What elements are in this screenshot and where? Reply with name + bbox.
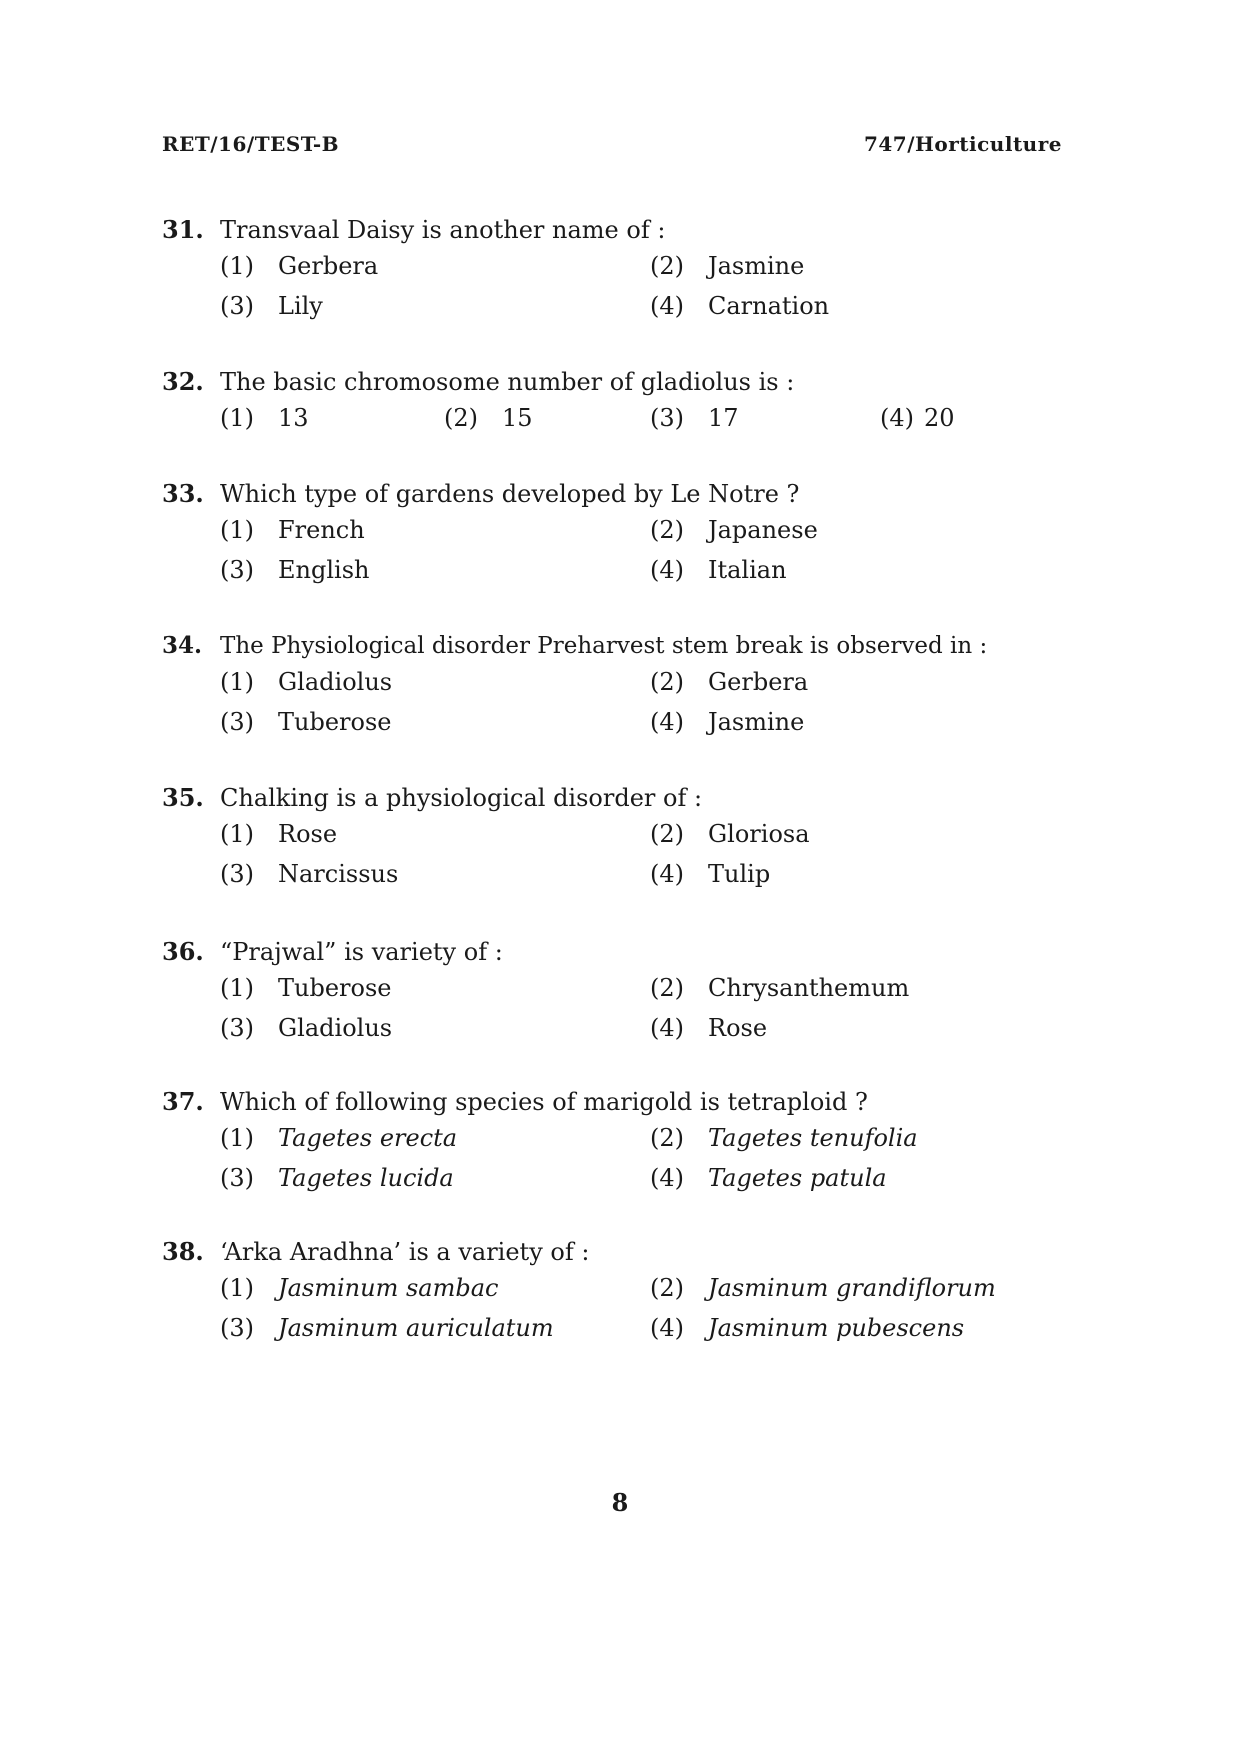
- page-number: 8: [611, 1488, 629, 1517]
- question-text: The Physiological disorder Preharvest stem break is observed in :: [220, 633, 988, 659]
- option-4: [650, 1012, 767, 1044]
- option-number: (4): [650, 860, 684, 888]
- question-text: ‘Arka Aradhna’ is a variety of :: [220, 1238, 590, 1266]
- option-number: (1): [220, 1274, 254, 1302]
- options: [162, 666, 1062, 746]
- option-text: Tuberose: [278, 974, 392, 1002]
- option-text: Jasminum auriculatum: [278, 1314, 554, 1342]
- option-3: [220, 858, 398, 890]
- question-stem: [162, 630, 1062, 662]
- option-number: (3): [220, 708, 254, 736]
- option-3: [220, 1162, 454, 1194]
- question-text: Chalking is a physiological disorder of :: [220, 784, 703, 812]
- option-2: [444, 402, 533, 434]
- option-3: [220, 706, 391, 738]
- option-text: Jasminum sambac: [278, 1274, 499, 1302]
- option-4: [880, 402, 955, 434]
- question-stem: [162, 366, 1062, 398]
- option-3: [220, 1012, 392, 1044]
- option-text: 17: [708, 404, 739, 432]
- option-number: (4): [650, 1014, 684, 1042]
- options: [162, 1272, 1062, 1352]
- question-text: “Prajwal” is variety of :: [220, 938, 503, 966]
- option-1: [220, 666, 392, 698]
- option-4: [650, 706, 804, 738]
- option-number: (3): [220, 556, 254, 584]
- option-3: [650, 402, 739, 434]
- question-text: Transvaal Daisy is another name of :: [220, 216, 666, 244]
- option-number: (1): [220, 1124, 254, 1152]
- option-text: Tagetes lucida: [278, 1164, 454, 1192]
- options: [162, 250, 1062, 330]
- question-stem: [162, 1236, 1062, 1268]
- question-stem: [162, 936, 1062, 968]
- option-text: Narcissus: [278, 860, 399, 888]
- question-35: [162, 782, 1062, 898]
- options: [162, 818, 1062, 898]
- option-text: Rose: [708, 1014, 768, 1042]
- option-number: (4): [650, 708, 684, 736]
- question-number: 38.: [162, 1237, 204, 1266]
- option-1: [220, 1272, 498, 1304]
- option-number: (3): [220, 1164, 254, 1192]
- question-33: [162, 478, 1062, 594]
- header-subject: 747/Horticulture: [863, 132, 1062, 156]
- option-3: [220, 290, 323, 322]
- option-2: [650, 972, 909, 1004]
- option-3: [220, 554, 369, 586]
- option-text: 13: [278, 404, 309, 432]
- question-stem: [162, 214, 1062, 246]
- question-32: [162, 366, 1062, 442]
- option-number: (2): [650, 1124, 684, 1152]
- option-number: (4): [650, 292, 684, 320]
- option-1: [220, 972, 391, 1004]
- option-text: Jasmine: [708, 252, 805, 280]
- option-number: (4): [880, 404, 914, 432]
- option-4: [650, 290, 829, 322]
- option-number: (2): [650, 252, 684, 280]
- option-2: [650, 1272, 996, 1304]
- question-38: [162, 1236, 1062, 1352]
- question-text: Which type of gardens developed by Le Notre ?: [220, 480, 800, 508]
- option-text: Jasmine: [708, 708, 805, 736]
- option-number: (1): [220, 404, 254, 432]
- option-3: [220, 1312, 554, 1344]
- option-text: 15: [502, 404, 533, 432]
- option-number: (3): [220, 860, 254, 888]
- option-number: (1): [220, 252, 254, 280]
- option-number: (2): [444, 404, 478, 432]
- option-text: Rose: [278, 820, 338, 848]
- option-text: Tagetes patula: [708, 1164, 887, 1192]
- option-text: Carnation: [708, 292, 830, 320]
- option-number: (3): [650, 404, 684, 432]
- option-number: (3): [220, 1314, 254, 1342]
- option-text: Japanese: [708, 516, 818, 544]
- option-2: [650, 514, 818, 546]
- question-text: Which of following species of marigold is tetraploid ?: [220, 1088, 868, 1116]
- option-number: (2): [650, 668, 684, 696]
- option-text: Tagetes erecta: [278, 1124, 458, 1152]
- option-text: Tuberose: [278, 708, 392, 736]
- option-number: (3): [220, 292, 254, 320]
- option-number: (2): [650, 974, 684, 1002]
- option-2: [650, 1122, 918, 1154]
- option-number: (1): [220, 516, 254, 544]
- option-text: Gloriosa: [708, 820, 810, 848]
- header-test-code: RET/16/TEST-B: [162, 132, 340, 156]
- option-1: [220, 818, 337, 850]
- question-37: [162, 1086, 1062, 1202]
- question-34: [162, 630, 1062, 746]
- option-number: (4): [650, 1314, 684, 1342]
- question-number: 32.: [162, 367, 204, 396]
- option-number: (4): [650, 556, 684, 584]
- option-number: (1): [220, 820, 254, 848]
- options: [162, 514, 1062, 594]
- question-number: 36.: [162, 937, 204, 966]
- option-number: (2): [650, 516, 684, 544]
- option-text: Gladiolus: [278, 668, 393, 696]
- question-36: [162, 936, 1062, 1052]
- option-text: English: [278, 556, 370, 584]
- question-stem: [162, 782, 1062, 814]
- option-number: (4): [650, 1164, 684, 1192]
- option-text: 20: [924, 404, 955, 432]
- option-text: Tulip: [708, 860, 771, 888]
- option-2: [650, 250, 804, 282]
- option-text: Chrysanthemum: [708, 974, 910, 1002]
- option-text: Italian: [708, 556, 787, 584]
- option-text: Lily: [278, 292, 323, 320]
- question-number: 31.: [162, 215, 204, 244]
- option-4: [650, 1162, 887, 1194]
- option-text: Jasminum pubescens: [708, 1314, 965, 1342]
- options: [162, 1122, 1062, 1202]
- question-number: 33.: [162, 479, 204, 508]
- option-1: [220, 514, 365, 546]
- option-4: [650, 858, 770, 890]
- option-1: [220, 250, 378, 282]
- option-number: (2): [650, 820, 684, 848]
- option-text: Tagetes tenufolia: [708, 1124, 918, 1152]
- option-number: (1): [220, 668, 254, 696]
- option-2: [650, 666, 808, 698]
- options: [162, 402, 1062, 442]
- option-number: (3): [220, 1014, 254, 1042]
- option-text: Gerbera: [278, 252, 379, 280]
- option-1: [220, 402, 309, 434]
- option-number: (2): [650, 1274, 684, 1302]
- option-text: Gladiolus: [278, 1014, 393, 1042]
- option-text: Gerbera: [708, 668, 809, 696]
- question-number: 37.: [162, 1087, 204, 1116]
- option-text: Jasminum grandiflorum: [708, 1274, 996, 1302]
- option-number: (1): [220, 974, 254, 1002]
- question-stem: [162, 1086, 1062, 1118]
- options: [162, 972, 1062, 1052]
- question-31: [162, 214, 1062, 330]
- option-4: [650, 554, 787, 586]
- option-1: [220, 1122, 457, 1154]
- question-text: The basic chromosome number of gladiolus is :: [220, 368, 795, 396]
- option-text: French: [278, 516, 365, 544]
- question-number: 34.: [162, 632, 203, 659]
- option-2: [650, 818, 810, 850]
- option-4: [650, 1312, 964, 1344]
- question-number: 35.: [162, 783, 204, 812]
- question-stem: [162, 478, 1062, 510]
